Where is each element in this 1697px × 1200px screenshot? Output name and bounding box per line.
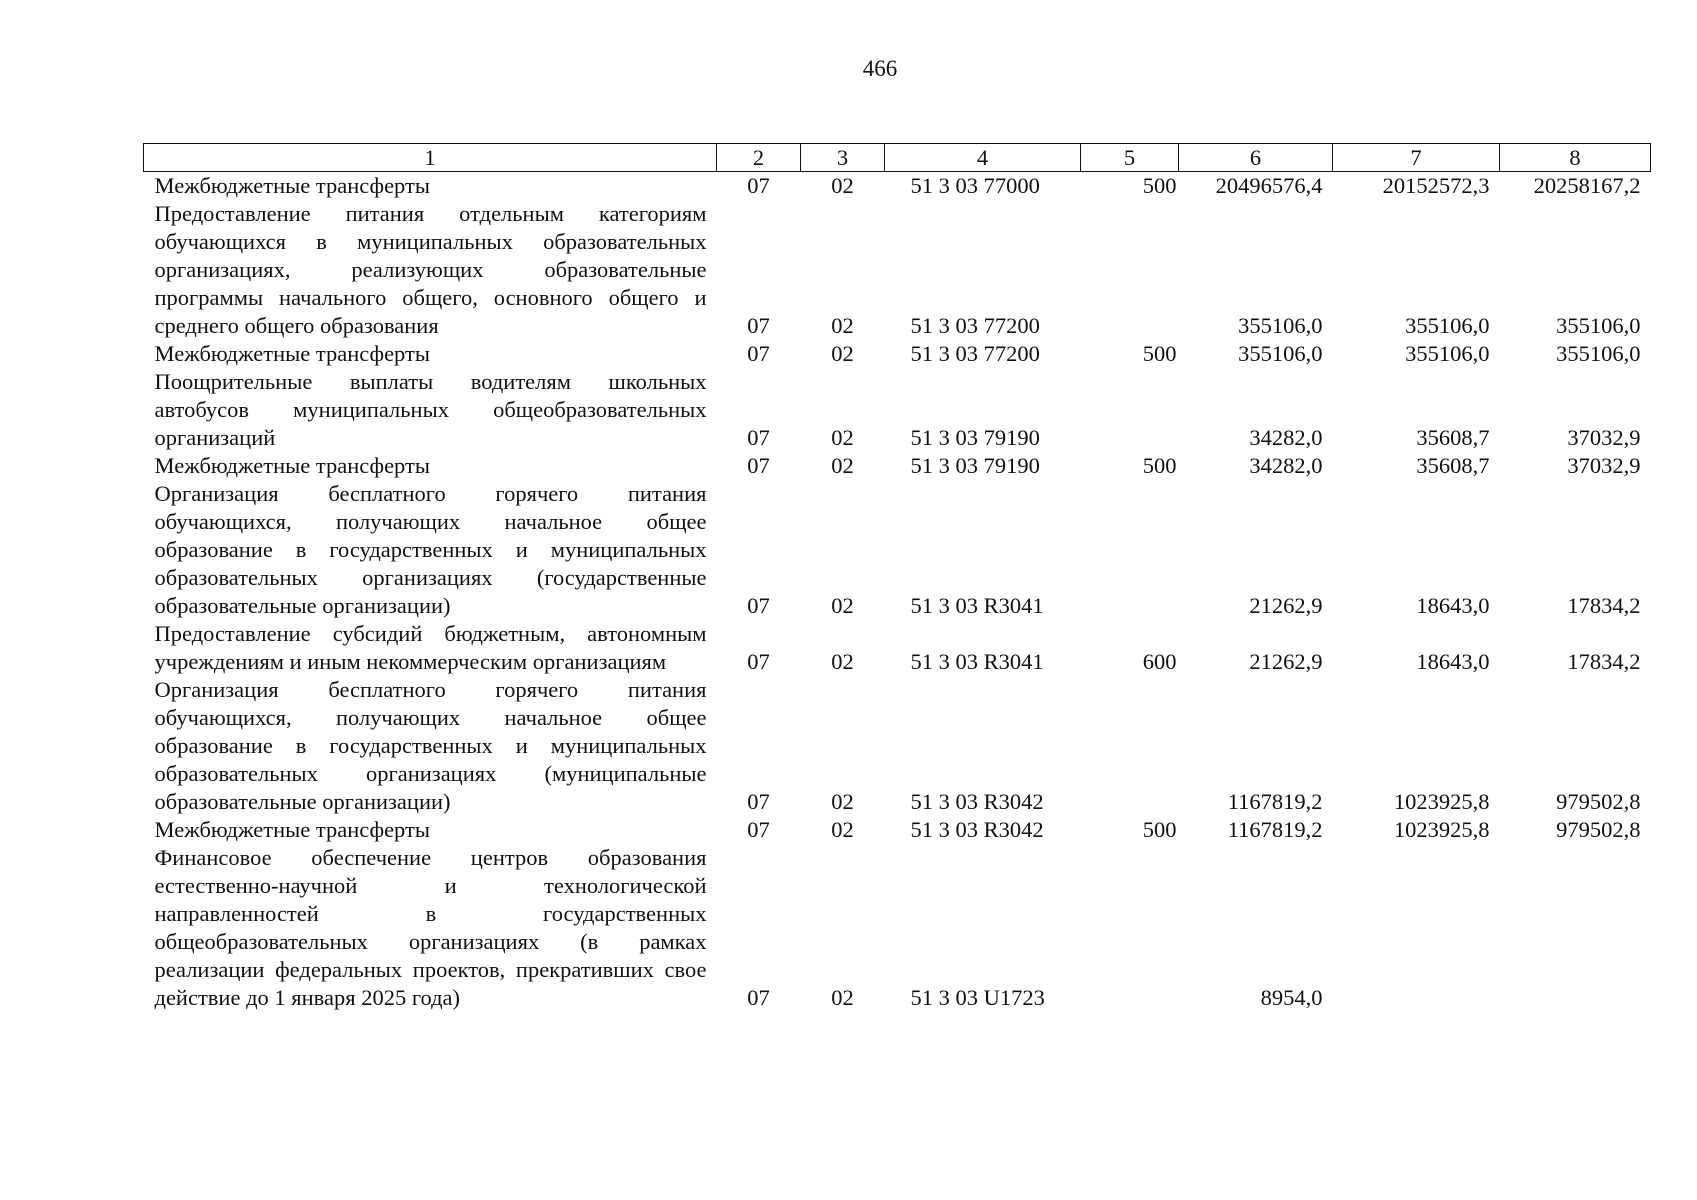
row-vr: 500 [1142,817,1177,842]
row-name: Межбюджетные трансферты [154,173,430,198]
row-vr: 500 [1142,341,1177,366]
row-razdel: 07 [747,593,770,618]
row-razdel: 07 [747,425,770,450]
header-row [144,144,1651,172]
header-col-1: 1 [144,144,717,172]
row-vr [1081,844,1179,1012]
row-name: Предоставление питания отдельным категориям обучающихся в муниципальных образовательных организациях, реализующих образовательные программы начального общего, основного общего и среднего общего образования [154,201,707,338]
row-podrazdel: 02 [831,341,854,366]
row-year1: 355106,0 [1238,341,1323,366]
row-name: Поощрительные выплаты водителям школьных автобусов муниципальных общеобразовательных организаций [154,369,707,450]
row-podrazdel: 02 [831,649,854,674]
row-razdel: 07 [747,341,770,366]
row-razdel: 07 [747,985,770,1010]
row-year2: 20152572,3 [1382,173,1490,198]
row-year3: 17834,2 [1567,593,1641,618]
row-vr: 500 [1142,173,1177,198]
row-year1: 21262,9 [1249,649,1323,674]
row-podrazdel: 02 [831,817,854,842]
row-csr: 51 3 03 R3041 [910,593,1044,618]
table-row [144,340,1651,368]
row-year1: 34282,0 [1249,425,1323,450]
row-year3: 17834,2 [1567,649,1641,674]
row-razdel: 07 [747,789,770,814]
row-csr: 51 3 03 77200 [910,341,1040,366]
table-row [144,676,1651,816]
row-razdel: 07 [747,817,770,842]
row-csr: 51 3 03 77000 [910,173,1040,198]
row-razdel: 07 [747,313,770,338]
row-podrazdel: 02 [831,173,854,198]
row-csr: 51 3 03 79190 [910,453,1040,478]
row-year2: 355106,0 [1405,341,1490,366]
row-year3: 37032,9 [1567,425,1641,450]
row-podrazdel: 02 [831,985,854,1010]
row-year1: 34282,0 [1249,453,1323,478]
row-year3: 37032,9 [1567,453,1641,478]
table-header [144,144,1651,172]
row-podrazdel: 02 [831,453,854,478]
row-vr [1081,200,1179,340]
row-year1: 8954,0 [1260,985,1323,1010]
row-csr: 51 3 03 R3042 [910,789,1044,814]
row-name: Межбюджетные трансферты [154,453,430,478]
row-name: Организация бесплатного горячего питания обучающихся, получающих начальное общее образование в государственных и муниципальных образовательных организациях (муниципальные образовательные организации) [154,677,707,814]
row-csr: 51 3 03 77200 [910,313,1040,338]
row-year2: 18643,0 [1416,593,1490,618]
row-year2: 35608,7 [1416,425,1490,450]
header-col-8: 8 [1500,144,1651,172]
row-podrazdel: 02 [831,425,854,450]
row-year1: 1167819,2 [1227,789,1323,814]
header-col-7: 7 [1333,144,1500,172]
row-podrazdel: 02 [831,593,854,618]
table-row [144,200,1651,340]
row-podrazdel: 02 [831,789,854,814]
budget-table [143,143,1651,1012]
row-year3 [1500,844,1651,1012]
row-year1: 355106,0 [1238,313,1323,338]
table-row [144,816,1651,844]
row-vr [1081,676,1179,816]
row-csr: 51 3 03 79190 [910,425,1040,450]
row-podrazdel: 02 [831,313,854,338]
row-vr: 500 [1142,453,1177,478]
row-year2: 1023925,8 [1393,817,1490,842]
header-col-6: 6 [1179,144,1333,172]
table-row [144,452,1651,480]
row-csr: 51 3 03 R3041 [910,649,1044,674]
row-name: Межбюджетные трансферты [154,341,430,366]
table-row [144,480,1651,620]
row-year2: 355106,0 [1405,313,1490,338]
row-vr [1081,480,1179,620]
row-csr: 51 3 03 U1723 [910,985,1045,1010]
row-csr: 51 3 03 R3042 [910,817,1044,842]
row-razdel: 07 [747,173,770,198]
row-year3: 20258167,2 [1533,173,1641,198]
row-name: Организация бесплатного горячего питания обучающихся, получающих начальное общее образование в государственных и муниципальных образовательных организациях (государственные образовательные организации) [154,481,707,618]
row-name: Финансовое обеспечение центров образования естественно-научной и технологической направленностей в государственных общеобразовательных организациях (в рамках реализации федеральных проектов, прекративших свое действие до 1 января 2025 года) [154,845,707,1010]
header-col-4: 4 [885,144,1081,172]
row-year2 [1333,844,1500,1012]
page-number: 466 [862,56,898,81]
row-vr: 600 [1142,649,1177,674]
row-name: Предоставление субсидий бюджетным, автономным учреждениям и иным некоммерческим организациям [154,621,707,674]
table-row [144,368,1651,452]
row-year2: 18643,0 [1416,649,1490,674]
table-row [144,844,1651,1012]
row-year2: 35608,7 [1416,453,1490,478]
row-year3: 979502,8 [1556,789,1641,814]
row-razdel: 07 [747,649,770,674]
header-col-2: 2 [717,144,801,172]
row-year2: 1023925,8 [1393,789,1490,814]
table-row [144,620,1651,676]
row-year1: 1167819,2 [1227,817,1323,842]
row-year3: 355106,0 [1556,313,1641,338]
row-year3: 979502,8 [1556,817,1641,842]
row-year1: 21262,9 [1249,593,1323,618]
table-row [144,172,1651,201]
table-body [144,172,1651,1013]
row-razdel: 07 [747,453,770,478]
header-col-5: 5 [1081,144,1179,172]
row-year3: 355106,0 [1556,341,1641,366]
row-name: Межбюджетные трансферты [154,817,430,842]
row-vr [1081,368,1179,452]
row-year1: 20496576,4 [1215,173,1323,198]
header-col-3: 3 [801,144,885,172]
